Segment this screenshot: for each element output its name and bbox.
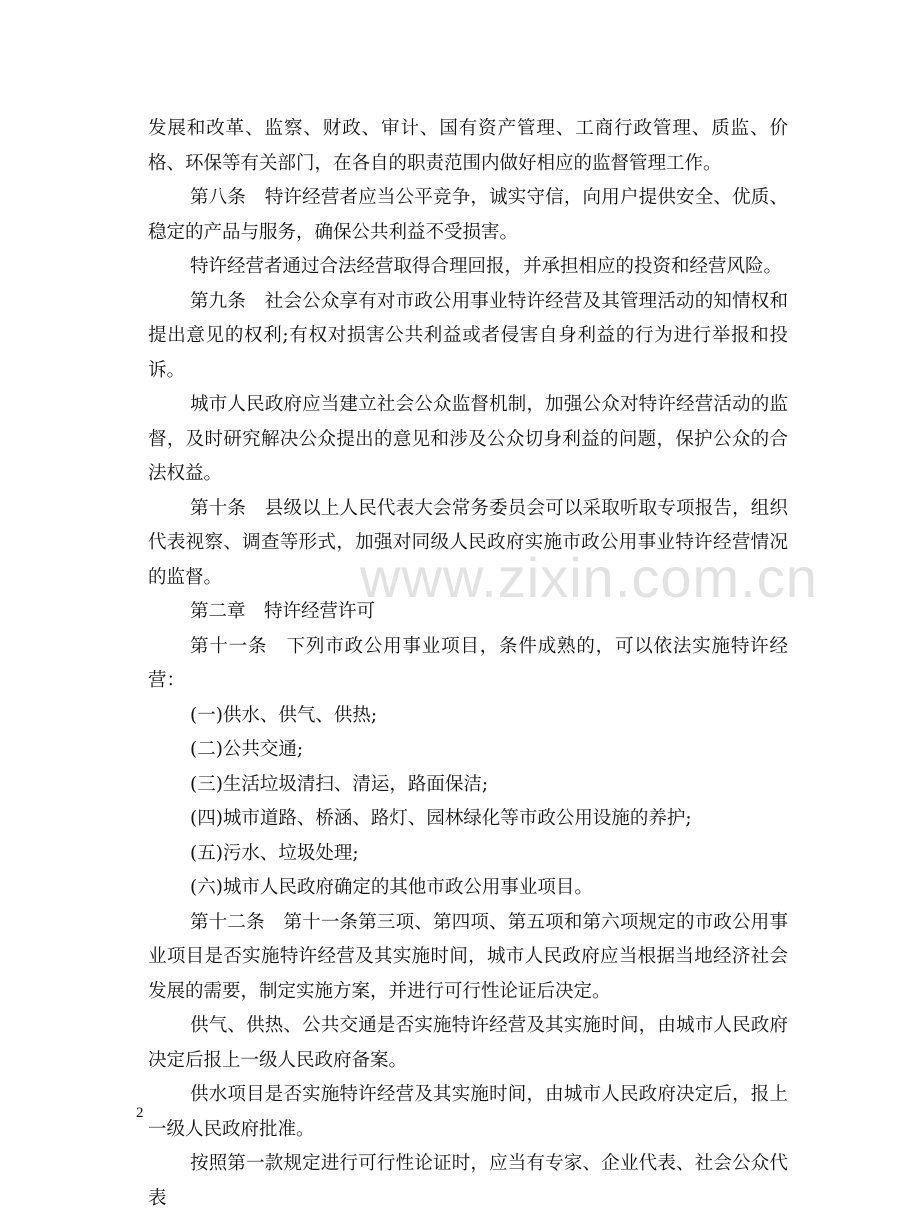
paragraph: 第十一条 下列市政公用事业项目，条件成熟的，可以依法实施特许经营： bbox=[148, 635, 788, 691]
paragraph: 第九条 社会公众享有对市政公用事业特许经营及其管理活动的知情权和提出意见的权利;有权对损害公共利益或者侵害自身利益的行为进行举报和投诉。 bbox=[148, 290, 788, 381]
paragraph: 第十条 县级以上人民代表大会常务委员会可以采取听取专项报告，组织代表视察、调查等形式，加强对同级人民政府实施市政公用事业特许经营情况的监督。 bbox=[148, 497, 788, 588]
paragraph: 供水项目是否实施特许经营及其实施时间，由城市人民政府决定后，报上一级人民政府批准。 bbox=[148, 1084, 788, 1140]
body-text bbox=[148, 112, 788, 1216]
list-item: (六)城市人民政府确定的其他市政公用事业项目。 bbox=[190, 877, 593, 898]
chapter-heading: 第二章 特许经营许可 bbox=[190, 601, 376, 622]
paragraph: 按照第一款规定进行可行性论证时，应当有专家、企业代表、社会公众代表 bbox=[148, 1153, 788, 1209]
paragraph: 发展和改革、监察、财政、审计、国有资产管理、工商行政管理、质监、价格、环保等有关部门，在各自的职责范围内做好相应的监督管理工作。 bbox=[148, 118, 788, 174]
paragraph: 城市人民政府应当建立社会公众监督机制，加强公众对特许经营活动的监督，及时研究解决公众提出的意见和涉及公众切身利益的问题，保护公众的合法权益。 bbox=[148, 394, 788, 484]
page-number: 2 bbox=[136, 1105, 144, 1121]
paragraph: 第八条 特许经营者应当公平竞争，诚实守信，向用户提供安全、优质、稳定的产品与服务，确保公共利益不受损害。 bbox=[148, 187, 788, 243]
paragraph: 第十二条 第十一条第三项、第四项、第五项和第六项规定的市政公用事业项目是否实施特许经营及其实施时间，城市人民政府应当根据当地经济社会发展的需要，制定实施方案，并进行可行性论证后决定。 bbox=[148, 911, 788, 1002]
list-item: (三)生活垃圾清扫、清运，路面保洁; bbox=[190, 773, 489, 795]
list-item: (五)污水、垃圾处理; bbox=[190, 842, 359, 864]
list-item: (一)供水、供气、供热; bbox=[190, 704, 378, 726]
list-item: (四)城市道路、桥涵、路灯、园林绿化等市政公用设施的养护; bbox=[190, 808, 692, 829]
paragraph: 供气、供热、公共交通是否实施特许经营及其实施时间，由城市人民政府决定后报上一级人民政府备案。 bbox=[148, 1015, 788, 1071]
paragraph: 特许经营者通过合法经营取得合理回报，并承担相应的投资和经营风险。 bbox=[190, 256, 783, 277]
list-item: (二)公共交通; bbox=[190, 739, 304, 760]
watermark: www.zixin.com.cn bbox=[360, 546, 818, 609]
